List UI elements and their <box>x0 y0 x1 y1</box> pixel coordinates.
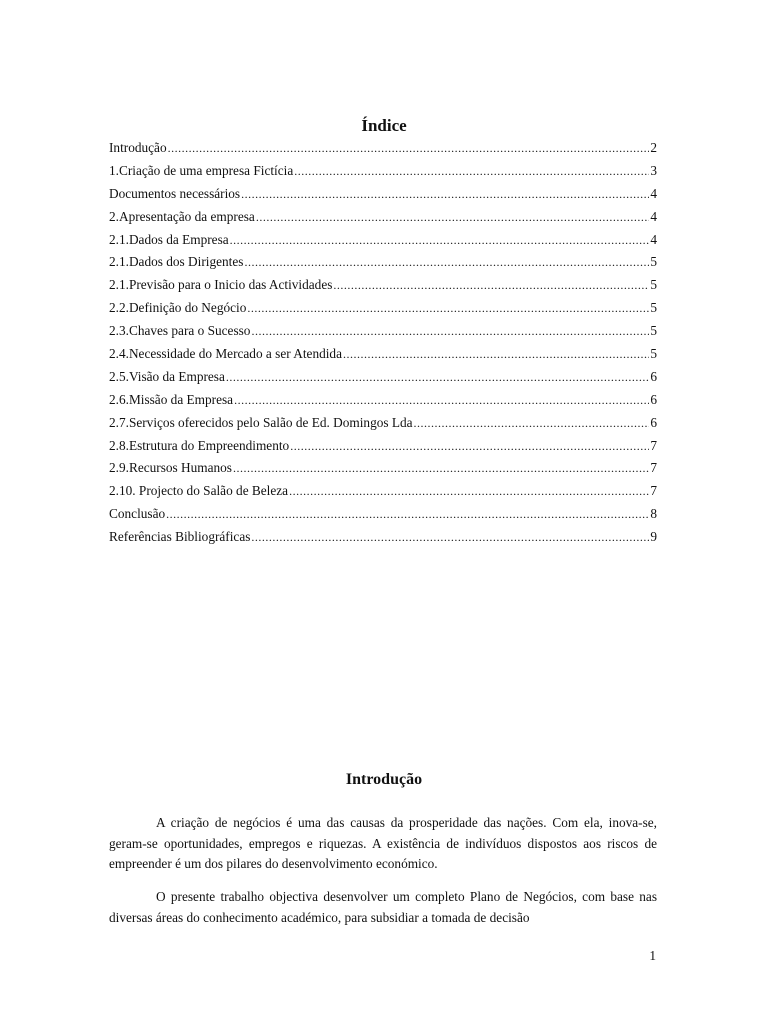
toc-entry-page: 7 <box>650 483 657 499</box>
toc-entry[interactable] <box>109 320 657 343</box>
toc-leader-dots <box>166 503 649 526</box>
toc-entry[interactable] <box>109 412 657 435</box>
toc-entry-label: 2.5.Visão da Empresa <box>109 368 225 384</box>
toc-leader-dots <box>290 435 649 458</box>
toc-entry-label: 2.3.Chaves para o Sucesso <box>109 323 251 339</box>
toc-leader-dots <box>234 389 649 412</box>
toc-entry-page: 3 <box>650 162 657 178</box>
body-paragraph: O presente trabalho objectiva desenvolver um completo Plano de Negócios, com base nas diversas áreas do conhecimento académico, para subsidiar a tomada de decisão <box>109 889 657 925</box>
toc-leader-dots <box>333 274 649 297</box>
toc-entry-label: 2.1.Previsão para o Inicio das Actividades <box>109 277 333 293</box>
toc-leader-dots <box>251 526 649 549</box>
toc-leader-dots <box>247 297 649 320</box>
toc-entry-page: 5 <box>650 323 657 339</box>
toc-title: Índice <box>361 116 407 135</box>
body-paragraph: A criação de negócios é uma das causas da prosperidade das nações. Com ela, inova-se, geram-se oportunidades, empregos e riquezas. A existência de indivíduos dispostos aos riscos de empreender é um dos pilares do desenvolvimento económico. <box>109 815 657 871</box>
toc-leader-dots <box>256 206 650 229</box>
toc-entry-label: 2.10. Projecto do Salão de Beleza <box>109 483 289 499</box>
toc-entry-page: 4 <box>650 208 657 224</box>
toc-entry-label: Referências Bibliográficas <box>109 529 251 545</box>
toc-entry-page: 6 <box>650 391 657 407</box>
toc-entry-page: 5 <box>650 277 657 293</box>
toc-entry[interactable] <box>109 297 657 320</box>
toc-entry-label: 2.2.Definição do Negócio <box>109 300 247 316</box>
toc-leader-dots <box>294 160 649 183</box>
toc-entry-page: 2 <box>650 140 657 155</box>
toc-entry-page: 5 <box>650 300 657 316</box>
toc-leader-dots <box>414 412 650 435</box>
toc-entry-label: Conclusão <box>109 506 166 522</box>
toc-entry-label: 2.7.Serviços oferecidos pelo Salão de Ed. Domingos Lda <box>109 414 413 430</box>
toc-leader-dots <box>251 320 649 343</box>
toc-entry[interactable] <box>109 366 657 389</box>
toc-leader-dots <box>168 137 650 160</box>
section-heading-introduction: Introdução <box>345 771 423 788</box>
toc-entry-label: 2.1.Dados da Empresa <box>109 231 229 247</box>
toc-entry[interactable] <box>109 229 657 252</box>
toc-entry[interactable] <box>109 274 657 297</box>
toc-entry-label: 2.6.Missão da Empresa <box>109 391 234 407</box>
toc-entry-label: 2.Apresentação da empresa <box>109 208 255 224</box>
toc-entry-page: 6 <box>650 414 657 430</box>
toc-entry-page: 6 <box>650 368 657 384</box>
toc-entry[interactable] <box>109 503 657 526</box>
toc-entry-label: 2.4.Necessidade do Mercado a ser Atendida <box>109 346 342 362</box>
toc-entry-page: 5 <box>650 346 657 362</box>
toc-entry-page: 4 <box>650 231 657 247</box>
toc-entry-page: 7 <box>650 460 657 476</box>
toc-entry-page: 7 <box>650 437 657 453</box>
toc-entry[interactable] <box>109 183 657 206</box>
toc-entry-label: 2.9.Recursos Humanos <box>109 460 232 476</box>
toc-entry-label: 2.8.Estrutura do Empreendimento <box>109 437 290 453</box>
table-of-contents <box>109 137 657 549</box>
toc-entry-page: 9 <box>650 529 657 545</box>
toc-entry[interactable] <box>109 160 657 183</box>
toc-entry[interactable] <box>109 526 657 549</box>
toc-leader-dots <box>241 183 649 206</box>
page-number: 1 <box>649 948 656 963</box>
toc-entry[interactable] <box>109 457 657 480</box>
toc-leader-dots <box>230 229 650 252</box>
toc-entry-label: Introdução <box>109 140 167 155</box>
toc-leader-dots <box>343 343 649 366</box>
toc-entry[interactable] <box>109 137 657 160</box>
toc-entry-label: Documentos necessários <box>109 185 241 201</box>
toc-entry[interactable] <box>109 251 657 274</box>
toc-leader-dots <box>244 251 649 274</box>
toc-leader-dots <box>289 480 649 503</box>
toc-leader-dots <box>233 457 649 480</box>
toc-entry-label: 1.Criação de uma empresa Fictícia <box>109 162 294 178</box>
toc-entry-label: 2.1.Dados dos Dirigentes <box>109 254 244 270</box>
toc-leader-dots <box>226 366 649 389</box>
toc-entry[interactable] <box>109 435 657 458</box>
toc-entry[interactable] <box>109 389 657 412</box>
toc-entry-page: 4 <box>650 185 657 201</box>
toc-entry[interactable] <box>109 206 657 229</box>
toc-entry-page: 8 <box>650 506 657 522</box>
toc-entry[interactable] <box>109 343 657 366</box>
toc-entry[interactable] <box>109 480 657 503</box>
toc-entry-page: 5 <box>650 254 657 270</box>
